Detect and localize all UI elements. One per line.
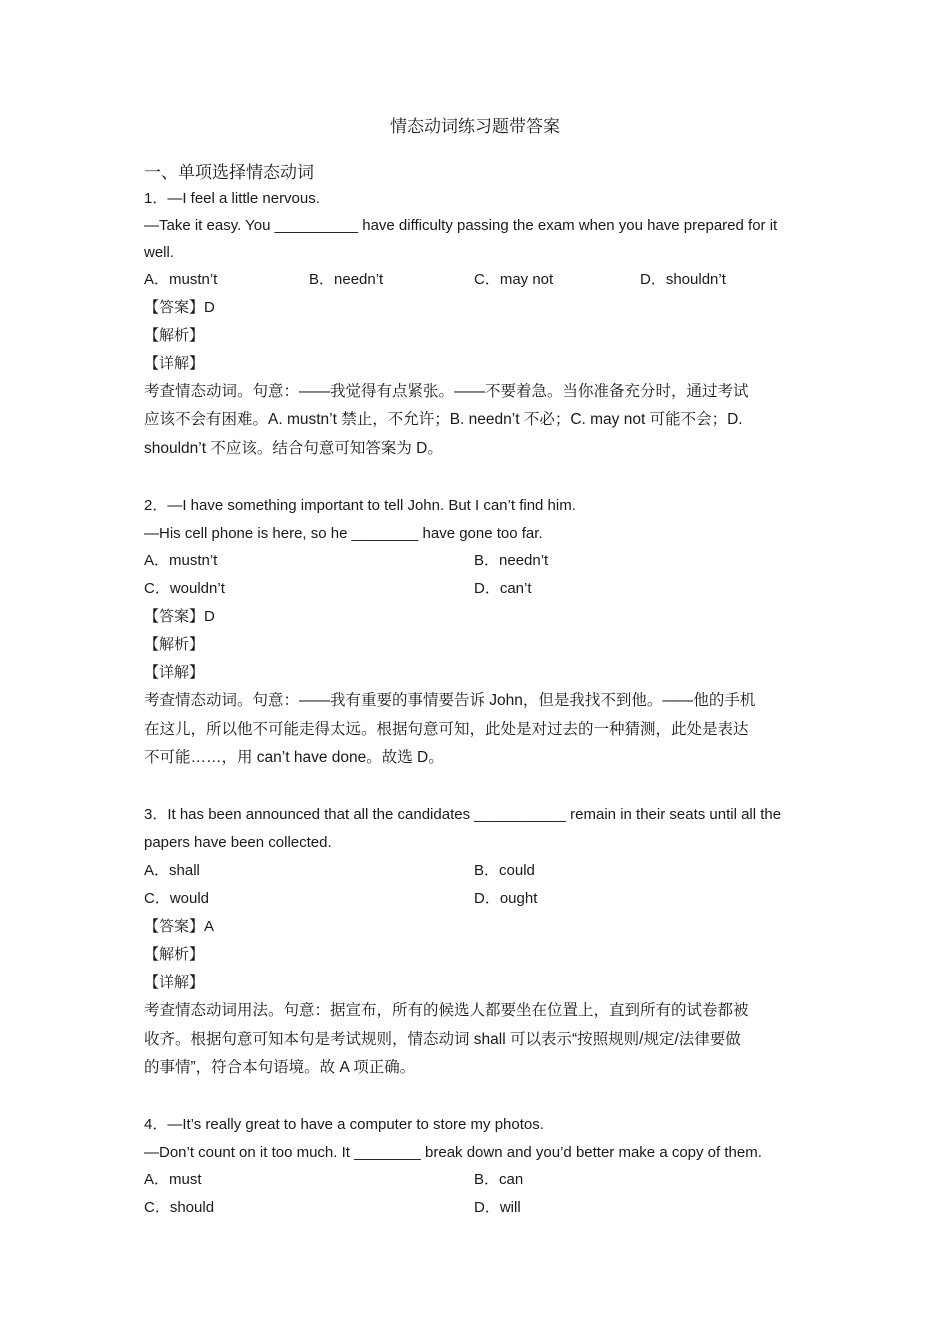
question-1-option-d: D．shouldn’t (640, 271, 726, 288)
question-1-stem-line-3: well. (144, 244, 175, 261)
question-3-explanation-line-1: 考查情态动词用法。句意：据宣布，所有的候选人都要坐在位置上，直到所有的试卷都被 (144, 1002, 749, 1019)
question-1-explanation-line-2: 应该不会有困难。A. mustn’t 禁止，不允许；B. needn’t 不必；C. may not 可能不会；D. (144, 411, 743, 428)
question-2-option-d: D．can’t (474, 580, 532, 597)
question-4-option-b: B．can (474, 1171, 524, 1188)
question-2-option-b: B．needn’t (474, 552, 549, 569)
section-heading: 一、单项选择情态动词 (144, 163, 314, 183)
question-4-option-a: A．must (144, 1171, 202, 1188)
question-1-option-c: C．may not (474, 271, 554, 288)
question-2-explanation-line-2: 在这儿，所以他不可能走得太远。根据句意可知，此处是对过去的一种猜测，此处是表达 (144, 721, 749, 738)
question-3-option-c: C．would (144, 890, 210, 907)
question-3-option-d: D．ought (474, 890, 538, 907)
question-2-detail-label: 【详解】 (144, 664, 205, 681)
question-3-stem-line-2: papers have been collected. (144, 834, 332, 851)
question-3-option-a: A．shall (144, 862, 200, 879)
question-1-analysis-label: 【解析】 (144, 327, 205, 344)
question-4-stem-line-2: —Don’t count on it too much. It ________ break down and you’d better make a copy of them. (144, 1144, 762, 1161)
question-1-stem-line-1: 1．—I feel a little nervous. (144, 190, 320, 207)
question-2-analysis-label: 【解析】 (144, 636, 205, 653)
question-3-detail-label: 【详解】 (144, 974, 205, 991)
question-1-option-b: B．needn’t (309, 271, 384, 288)
question-1-stem-line-2: —Take it easy. You __________ have difficulty passing the exam when you have prepared for it (144, 217, 778, 234)
question-2-option-c: C．wouldn’t (144, 580, 225, 597)
question-3-option-b: B．could (474, 862, 535, 879)
question-4-option-d: D．will (474, 1199, 521, 1216)
question-2-stem-line-1: 2．—I have something important to tell John. But I can’t find him. (144, 497, 576, 514)
question-2-explanation-line-3: 不可能……，用 can’t have done。故选 D。 (144, 749, 444, 766)
question-2-option-a: A．mustn’t (144, 552, 218, 569)
question-3-answer: 【答案】A (144, 918, 215, 935)
question-2-answer: 【答案】D (144, 608, 215, 625)
question-1-option-a: A．mustn’t (144, 271, 218, 288)
question-3-stem-line-1: 3．It has been announced that all the candidates ___________ remain in their seats until all the (144, 806, 782, 823)
question-1-explanation-line-1: 考查情态动词。句意：——我觉得有点紧张。——不要着急。当你准备充分时，通过考试 (144, 383, 749, 400)
question-3-analysis-label: 【解析】 (144, 946, 205, 963)
question-4-option-c: C．should (144, 1199, 215, 1216)
question-2-stem-line-2: —His cell phone is here, so he ________ have gone too far. (144, 525, 543, 542)
question-1-explanation-line-3: shouldn’t 不应该。结合句意可知答案为 D。 (144, 440, 443, 457)
question-4-stem-line-1: 4．—It’s really great to have a computer to store my photos. (144, 1116, 544, 1133)
question-2-explanation-line-1: 考查情态动词。句意：——我有重要的事情要告诉 John，但是我找不到他。——他的手机 (144, 692, 756, 709)
question-1-answer: 【答案】D (144, 299, 215, 316)
question-3-explanation-line-2: 收齐。根据句意可知本句是考试规则，情态动词 shall 可以表示“按照规则/规定/法律要做 (144, 1031, 741, 1048)
question-3-explanation-line-3: 的事情”，符合本句语境。故 A 项正确。 (144, 1059, 416, 1076)
document-title: 情态动词练习题带答案 (390, 117, 560, 137)
question-1-detail-label: 【详解】 (144, 355, 205, 372)
